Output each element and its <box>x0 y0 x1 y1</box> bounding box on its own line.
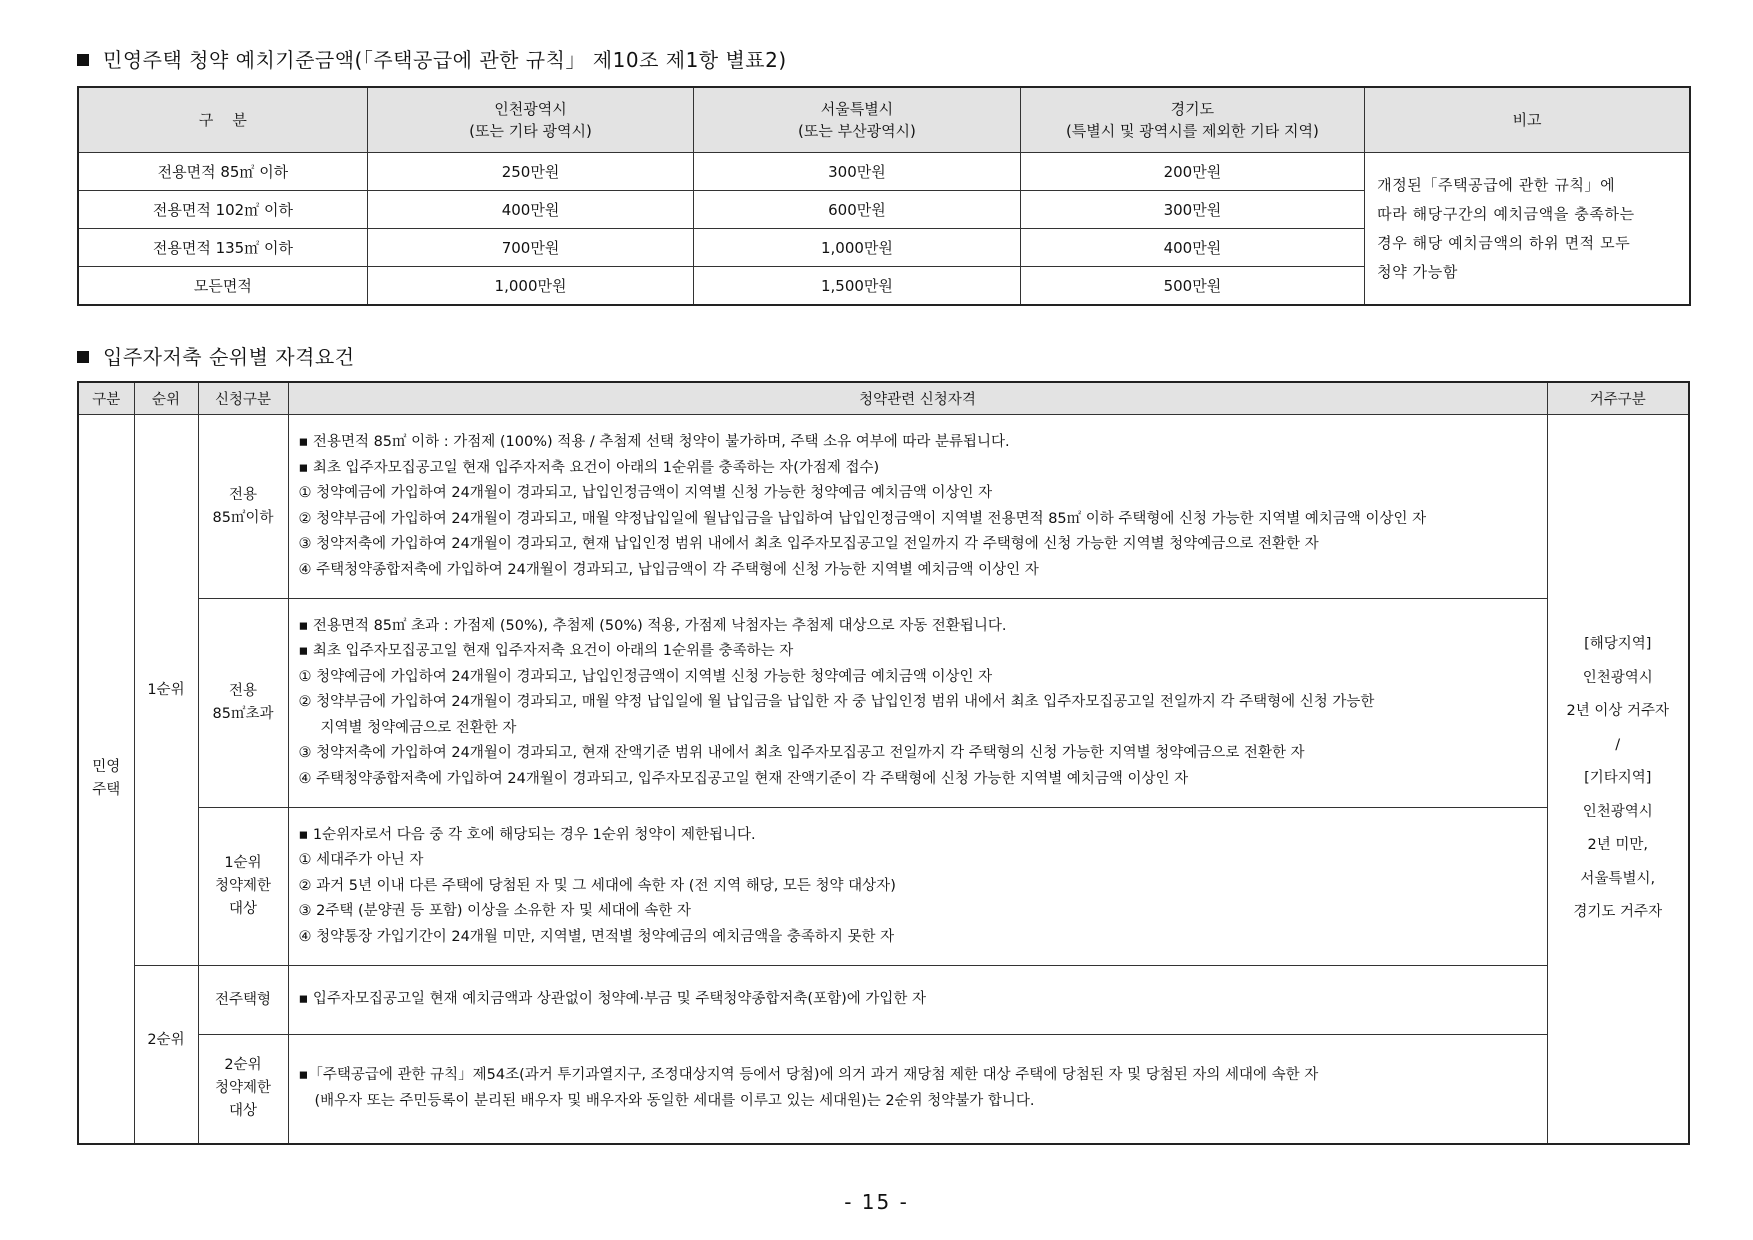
table-header-row <box>78 87 1690 153</box>
cell-incheon: 700만원 <box>367 229 693 267</box>
cell-gyeonggi: 200만원 <box>1020 153 1364 191</box>
type-cell: 1순위 청약제한 대상 <box>198 808 288 966</box>
cell-gyeonggi: 500만원 <box>1020 267 1364 306</box>
header-incheon: 인천광역시 (또는 기타 광역시) <box>367 87 693 153</box>
bullet-square-icon <box>77 54 89 66</box>
page-number: - 15 - <box>844 1190 909 1214</box>
header-note: 비고 <box>1365 87 1690 153</box>
header-seoul: 서울특별시 (또는 부산광역시) <box>694 87 1020 153</box>
cell-incheon: 250만원 <box>367 153 693 191</box>
qualification-cell: ▪ 전용면적 85㎡ 이하 : 가점제 (100%) 적용 / 추첨제 선택 청약이 불가하며, 주택 소유 여부에 따라 분류됩니다. ▪ 최초 입주자모집공고일 현재 입주자저축 요건이 아래의 1순위를 충족하는 자(가점제 접수) ① 청약예금에 가입하여 24개월이 경과되고, 납입인정금액이 지역별 신청 가능한 청약예금 예치금액 이상인 자 ② 청약부금에 가입하여 24개월이 경과되고, 매월 약정납입일에 월납입금을 납입하여 납입인정금액이 지역별 전용면적 85㎡ 이하 주택형에 신청 가능한 지역별 예치금액 이상인 자 ③ 청약저축에 가입하여 24개월이 경과되고, 현재 납입인정 범위 내에서 최초 입주자모집공고일 전일까지 각 주택형에 신청 가능한 지역별 청약예금으로 전환한 자 ④ 주택청약종합저축에 가입하여 24개월이 경과되고, 납입금액이 각 주택형에 신청 가능한 지역별 예치금액 이상인 자 <box>288 415 1547 599</box>
cell-seoul: 1,000만원 <box>694 229 1020 267</box>
header-category: 구 분 <box>78 87 367 153</box>
residence-cell: [해당지역] 인천광역시 2년 이상 거주자 / [기타지역] 인천광역시 2년 미만, 서울특별시, 경기도 거주자 <box>1547 415 1689 1144</box>
cell-incheon: 400만원 <box>367 191 693 229</box>
cell-seoul: 600만원 <box>694 191 1020 229</box>
row-label: 전용면적 135㎡ 이하 <box>78 229 367 267</box>
table-row <box>78 599 1689 808</box>
row-label: 모든면적 <box>78 267 367 306</box>
table-row <box>78 808 1689 966</box>
qualification-cell: ▪「주택공급에 관한 규칙」제54조(과거 투기과열지구, 조정대상지역 등에서 당첨)에 의거 과거 재당첨 제한 대상 주택에 당첨된 자 및 당첨된 자의 세대에 속한 자 (배우자 또는 주민등록이 분리된 배우자 및 배우자와 동일한 세대를 이루고 있는 세대원)는 2순위 청약불가 합니다. <box>288 1035 1547 1144</box>
eligibility-table <box>77 381 1690 1145</box>
qualification-cell: ▪ 1순위자로서 다음 중 각 호에 해당되는 경우 1순위 청약이 제한됩니다. ① 세대주가 아닌 자 ② 과거 5년 이내 다른 주택에 당첨된 자 및 그 세대에 속한 자 (전 지역 해당, 모든 청약 대상자) ③ 2주택 (분양권 등 포함) 이상을 소유한 자 및 세대에 속한 자 ④ 청약통장 가입기간이 24개월 미만, 지역별, 면적별 청약예금의 예치금액을 충족하지 못한 자 <box>288 808 1547 966</box>
table-header-row <box>78 382 1689 415</box>
type-cell: 전용 85㎡초과 <box>198 599 288 808</box>
rank2-cell: 2순위 <box>134 966 198 1144</box>
row-label: 전용면적 102㎡ 이하 <box>78 191 367 229</box>
type-cell: 2순위 청약제한 대상 <box>198 1035 288 1144</box>
header-residence: 거주구분 <box>1547 382 1689 415</box>
table-row <box>78 153 1690 191</box>
note-cell: 개정된「주택공급에 관한 규칙」에 따라 해당구간의 예치금액을 충족하는 경우 해당 예치금액의 하위 면적 모두 청약 가능함 <box>1365 153 1690 306</box>
cell-gyeonggi: 400만원 <box>1020 229 1364 267</box>
table-row <box>78 966 1689 1035</box>
type-cell: 전주택형 <box>198 966 288 1035</box>
deposit-table <box>77 86 1691 306</box>
rank1-cell: 1순위 <box>134 415 198 966</box>
bullet-square-icon <box>77 351 89 363</box>
header-gyeonggi: 경기도 (특별시 및 광역시를 제외한 기타 지역) <box>1020 87 1364 153</box>
qualification-cell: ▪ 전용면적 85㎡ 초과 : 가점제 (50%), 추첨제 (50%) 적용, 가점제 낙첨자는 추첨제 대상으로 자동 전환됩니다. ▪ 최초 입주자모집공고일 현재 입주자저축 요건이 아래의 1순위를 충족하는 자 ① 청약예금에 가입하여 24개월이 경과되고, 납입인정금액이 지역별 신청 가능한 청약예금 예치금액 이상인 자 ② 청약부금에 가입하여 24개월이 경과되고, 매월 약정 납입일에 월 납입금을 납입한 자 중 납입인정 범위 내에서 최초 입주자모집공고일 전일까지 각 주택형에 신청 가능한 지역별 청약예금으로 전환한 자 ③ 청약저축에 가입하여 24개월이 경과되고, 현재 잔액기준 범위 내에서 최초 입주자모집공고 전일까지 각 주택형의 신청 가능한 지역별 청약예금으로 전환한 자 ④ 주택청약종합저축에 가입하여 24개월이 경과되고, 입주자모집공고일 현재 잔액기준이 각 주택형에 신청 가능한 지역별 예치금액 이상인 자 <box>288 599 1547 808</box>
cell-seoul: 300만원 <box>694 153 1020 191</box>
section1-title <box>77 44 787 73</box>
qualification-cell: ▪ 입주자모집공고일 현재 예치금액과 상관없이 청약예·부금 및 주택청약종합저축(포함)에 가입한 자 <box>288 966 1547 1035</box>
cell-gyeonggi: 300만원 <box>1020 191 1364 229</box>
section2-title-text: 입주자저축 순위별 자격요건 <box>103 345 355 369</box>
section1-title-text: 민영주택 청약 예치기준금액(「주택공급에 관한 규칙」 제10조 제1항 별표2) <box>103 48 787 72</box>
cell-incheon: 1,000만원 <box>367 267 693 306</box>
cell-seoul: 1,500만원 <box>694 267 1020 306</box>
table-row <box>78 1035 1689 1144</box>
header-rank: 순위 <box>134 382 198 415</box>
header-qualification: 청약관련 신청자격 <box>288 382 1547 415</box>
table-row <box>78 415 1689 599</box>
type-cell: 전용 85㎡이하 <box>198 415 288 599</box>
header-division: 구분 <box>78 382 134 415</box>
header-application-type: 신청구분 <box>198 382 288 415</box>
category-cell: 민영 주택 <box>78 415 134 1144</box>
row-label: 전용면적 85㎡ 이하 <box>78 153 367 191</box>
section2-title <box>77 341 355 370</box>
